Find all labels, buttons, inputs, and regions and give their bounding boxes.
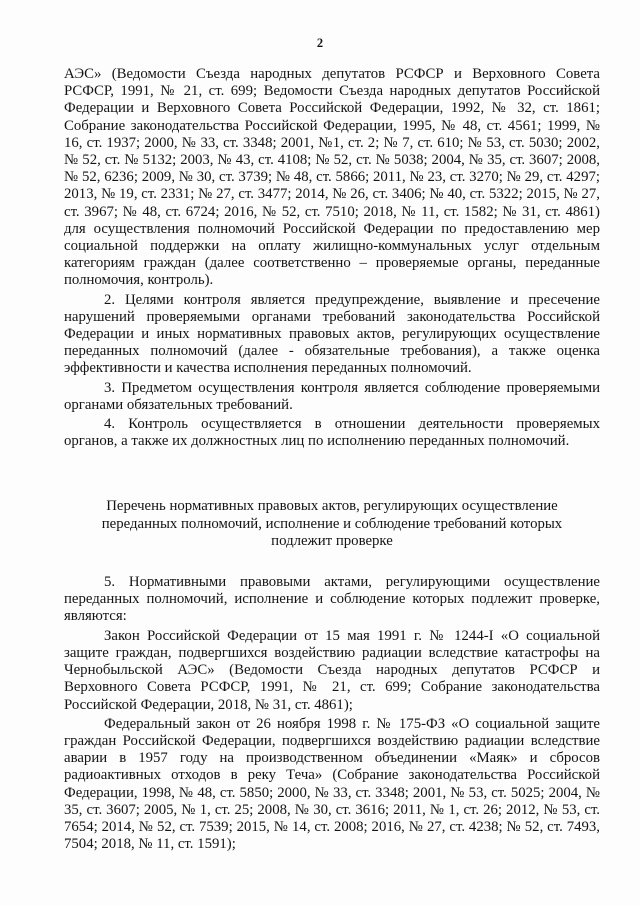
- section-heading: Перечень нормативных правовых актов, регулирующих осуществление переданных полномочий, исполнение и соблюдение требований которых подлежит проверке: [101, 498, 563, 549]
- paragraph-3-subject: 3. Предметом осуществления контроля является соблюдение проверяемыми органами обязательных требований.: [64, 379, 600, 413]
- paragraph-5-acts: 5. Нормативными правовыми актами, регулирующими осуществление переданных полномочий, исполнение и соблюдение которых подлежит проверке, являются:: [64, 574, 600, 625]
- paragraph-4-scope: 4. Контроль осуществляется в отношении деятельности проверяемых органов, а также их должностных лиц по исполнению переданных полномочий.: [64, 416, 600, 450]
- list-item-law-1244: Закон Российской Федерации от 15 мая 1991 г. № 1244-I «О социальной защите граждан, подвергшихся воздействию радиации вследствие катастрофы на Чернобыльской АЭС» (Ведомости Съезда народных депутатов РСФСР и Верховного Совета РСФСР, 1991, № 21, ст. 699; Собрание законодательства Российской Федерации, 2018, № 31, ст. 4861);: [64, 627, 600, 713]
- paragraph-2-goals: 2. Целями контроля является предупреждение, выявление и пресечение нарушений проверяемыми органами требований законодательства Российской Федерации и иных нормативных правовых актов, регулирующих осуществление переданных полномочий (далее - обязательные требования), а также оценка эффективности и качества исполнения переданных полномочий.: [64, 291, 600, 377]
- document-body: [64, 66, 600, 853]
- page-number: 2: [316, 36, 324, 50]
- list-item-law-175: Федеральный закон от 26 ноября 1998 г. № 175-ФЗ «О социальной защите граждан Российской Федерации, подвергшихся воздействию радиации вследствие аварии в 1957 году на производственном объединении «Маяк» и сбросов радиоактивных отходов в реку Теча» (Собрание законодательства Российской Федерации, 1998, № 48, ст. 5850; 2000, № 33, ст. 3348; 2001, № 53, ст. 5025; 2004, № 35, ст. 3607; 2005, № 1, ст. 25; 2008, № 30, ст. 3616; 2011, № 1, ст. 26; 2012, № 53, ст. 7654; 2014, № 52, ст. 7539; 2015, № 14, ст. 2008; 2016, № 27, ст. 4238; № 52, ст. 7493, 7504; 2018, № 11, ст. 1591);: [64, 715, 600, 853]
- paragraph-continuation: АЭС» (Ведомости Съезда народных депутатов РСФСР и Верховного Совета РСФСР, 1991, № 21, ст. 699; Ведомости Съезда народных депутатов Российской Федерации и Верховного Совета Российской Федерации, 1992, № 32, ст. 1861; Собрание законодательства Российской Федерации, 1995, № 48, ст. 4561; 1999, № 16, ст. 1937; 2000, № 33, ст. 3348; 2001, №1, ст. 2; № 7, ст. 610; № 53, ст. 5030; 2002, № 52, ст. № 5132; 2003, № 43, ст. 4108; № 52, ст. № 5038; 2004, № 35, ст. 3607; 2008, № 52, 6236; 2009, № 30, ст. 3739; № 48, ст. 5866; 2011, № 23, ст. 3270; № 29, ст. 4297; 2013, № 19, ст. 2331; № 27, ст. 3477; 2014, № 26, ст. 3406; № 40, ст. 5322; 2015, № 27, ст. 3967; № 48, ст. 6724; 2016, № 52, ст. 7510; 2018, № 11, ст. 1582; № 31, ст. 4861) для осуществления полномочий Российской Федерации по предоставлению мер социальной поддержки на оплату жилищно-коммунальных услуг отдельным категориям граждан (далее соответственно – проверяемые органы, переданные полномочия, контроль).: [64, 66, 600, 289]
